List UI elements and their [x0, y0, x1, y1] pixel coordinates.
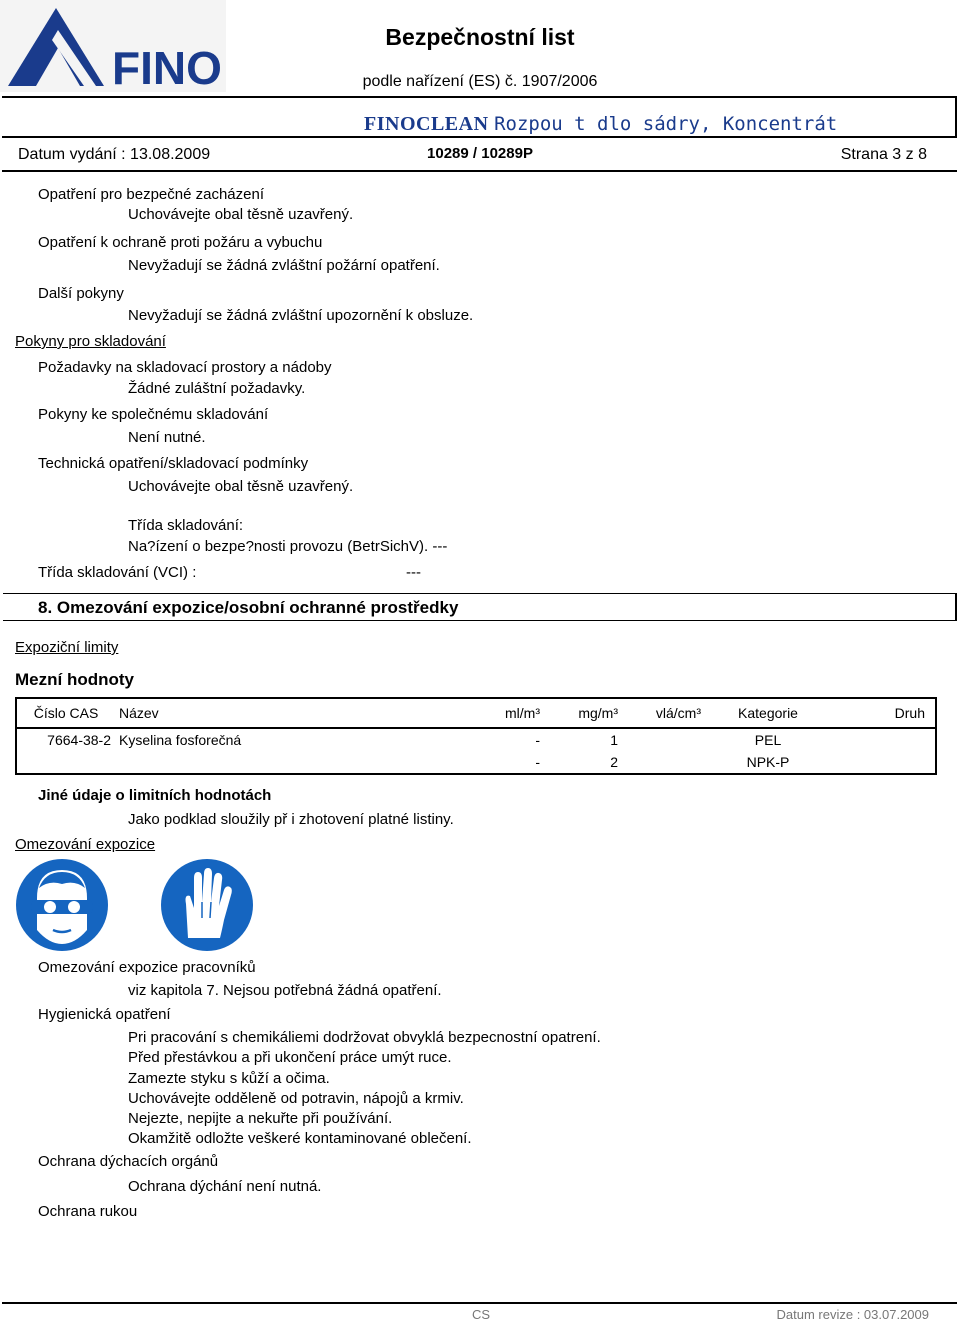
svg-text:FINO: FINO: [112, 42, 222, 92]
technical-measures-label: Technická opatření/skladovací podmínky: [38, 455, 309, 472]
further-info-text: Nevyžadují se žádná zvláštní upozornění k obsluze.: [128, 307, 474, 324]
eye-protection-icon: [15, 858, 109, 952]
cell-type: [831, 728, 936, 751]
exposure-control-heading: Omezování expozice: [15, 836, 156, 853]
col-type: Druh: [831, 698, 936, 728]
further-info-label: Další pokyny: [38, 285, 124, 302]
safe-handling-label: Opatření pro bezpečné zacházení: [38, 186, 264, 203]
product-title: [364, 113, 837, 136]
fire-protection-text: Nevyžadují se žádná zvláštní požární opatření.: [128, 257, 440, 274]
footer-rule: [2, 1302, 957, 1304]
technical-measures-text: Uchovávejte obal těsně uzavřený.: [128, 478, 354, 495]
cell-fibres: [622, 751, 705, 774]
cell-mg: 1: [610, 732, 618, 748]
regulation-subtitle: podle nařízení (ES) č. 1907/2006: [362, 73, 598, 90]
cell-cas: [16, 751, 115, 774]
col-fibres: vlá/cm³: [622, 698, 705, 728]
storage-requirements-text: Žádné zuláštní požadavky.: [128, 380, 306, 397]
storage-class-label: Třída skladování:: [128, 517, 244, 534]
cell-cas: 7664-38-2: [16, 728, 115, 751]
vci-class-label: Třída skladování (VCI) :: [38, 564, 197, 581]
respiratory-text: Ochrana dýchání není nutná.: [128, 1178, 322, 1195]
cell-name: [115, 751, 466, 774]
exposure-limits-table: [15, 697, 937, 775]
hygiene-line: Okamžitě odložte veškeré kontaminované oblečení.: [128, 1130, 472, 1147]
hand-protection-label: Ochrana rukou: [38, 1203, 138, 1220]
col-mg: mg/m³: [544, 698, 622, 728]
header-bottom-rule: [2, 170, 957, 172]
cell-mg: 2: [544, 751, 622, 774]
hygiene-line: Nejezte, nepijte a nekuřte při používání.: [128, 1110, 393, 1127]
joint-storage-text: Není nutné.: [128, 429, 206, 446]
joint-storage-label: Pokyny ke společnému skladování: [38, 406, 269, 423]
footer-revision-date: Datum revize : 03.07.2009: [776, 1307, 929, 1322]
col-cas: Číslo CAS: [16, 698, 115, 728]
document-title: Bezpečnostní list: [385, 24, 575, 50]
header-top-rule: [2, 96, 957, 98]
hygiene-line: Zamezte styku s kůží a očima.: [128, 1070, 330, 1087]
header-right-rule: [955, 96, 957, 136]
col-category: Kategorie: [705, 698, 831, 728]
storage-heading: Pokyny pro skladování: [15, 333, 166, 350]
product-name: Rozpou t dlo sádry, Koncentrát: [494, 113, 838, 135]
hygiene-line: Pri pracování s chemikáliemi dodržovat obvyklá bezpecnostní opatrení.: [128, 1029, 601, 1046]
limit-values-heading: Mezní hodnoty: [15, 670, 134, 689]
cell-name: Kyselina fosforečná: [119, 732, 242, 748]
col-name: Název: [115, 698, 466, 728]
table-row: [16, 728, 936, 751]
issue-date: Datum vydání : 13.08.2009: [18, 146, 211, 163]
cell-type: [831, 751, 936, 774]
col-ml: ml/m³: [466, 698, 544, 728]
cell-fibres: [622, 728, 705, 751]
cell-ml: -: [535, 732, 540, 748]
section-8-heading: 8. Omezování expozice/osobní ochranné prostředky: [38, 598, 459, 617]
other-limits-text: Jako podklad sloužily př i zhotovení platné listiny.: [128, 811, 454, 828]
respiratory-label: Ochrana dýchacích orgánů: [38, 1153, 219, 1170]
hygiene-line: Před přestávkou a při ukončení práce umýt ruce.: [128, 1049, 452, 1066]
cell-category: PEL: [754, 732, 782, 748]
storage-class-text: Na?ízení o bezpe?nosti provozu (BetrSichV). ---: [128, 538, 448, 555]
cell-ml: -: [466, 751, 544, 774]
footer-language: CS: [472, 1307, 491, 1322]
cell-category: NPK-P: [705, 751, 831, 774]
vci-class-value: ---: [406, 564, 421, 581]
other-limits-label: Jiné údaje o limitních hodnotách: [38, 787, 272, 804]
hygiene-line: Uchovávejte odděleně od potravin, nápojů a krmiv.: [128, 1090, 464, 1107]
hygiene-label: Hygienická opatření: [38, 1006, 171, 1023]
header-mid-rule: [2, 136, 957, 138]
safe-handling-text: Uchovávejte obal těsně uzavřený.: [128, 206, 354, 223]
product-codes: 10289 / 10289P: [427, 145, 533, 162]
storage-requirements-label: Požadavky na skladovací prostory a nádoby: [38, 359, 332, 376]
hand-protection-icon: [160, 858, 254, 952]
exposure-limits-heading: Expoziční limity: [15, 639, 119, 656]
worker-exposure-label: Omezování expozice pracovníků: [38, 959, 256, 976]
page-number: Strana 3 z 8: [840, 146, 927, 163]
worker-exposure-text: viz kapitola 7. Nejsou potřebná žádná opatření.: [128, 982, 442, 999]
table-header-row: [16, 698, 936, 728]
fire-protection-label: Opatření k ochraně proti požáru a vybuchu: [38, 234, 323, 251]
brand-name: FINOCLEAN: [364, 113, 489, 135]
table-row: [16, 751, 936, 774]
